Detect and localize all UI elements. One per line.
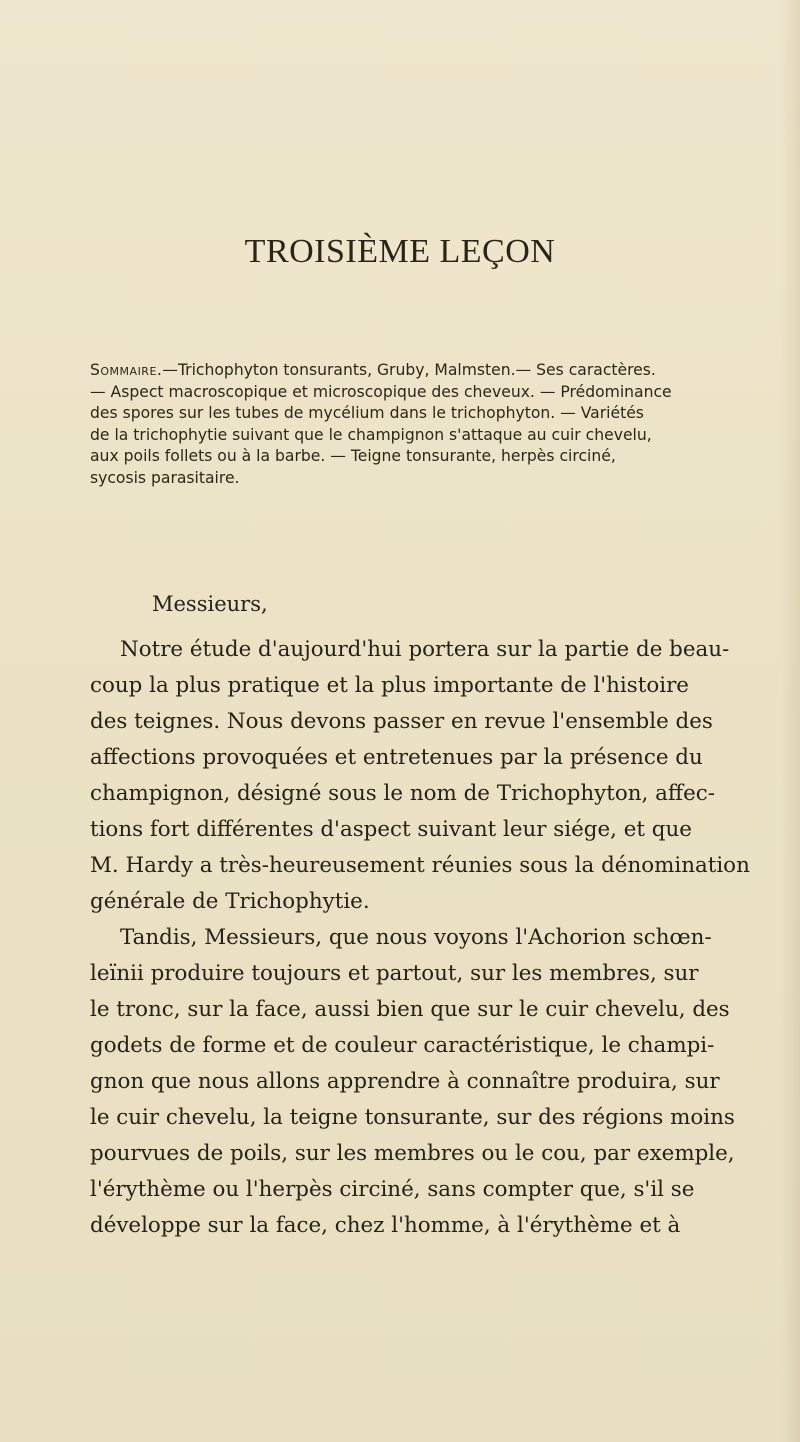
body-line: gnon que nous allons apprendre à connaître produira, sur <box>90 1069 720 1094</box>
summary-line-3: des spores sur les tubes de mycélium dans le trichophyton. — Variétés <box>90 404 644 422</box>
body-line: godets de forme et de couleur caractéristique, le champi- <box>90 1033 715 1058</box>
body-line: coup la plus pratique et la plus importante de l'histoire <box>90 673 689 698</box>
body-line: l'érythème ou l'herpès circiné, sans compter que, s'il se <box>90 1177 695 1202</box>
summary-line-6: sycosis parasitaire. <box>90 468 240 487</box>
body-line: développe sur la face, chez l'homme, à l'érythème et à <box>90 1213 681 1238</box>
body-line: champignon, désigné sous le nom de Trichophyton, affec- <box>90 781 715 806</box>
body-line: générale de Trichophytie. <box>90 889 370 914</box>
body-line: Notre étude d'aujourd'hui portera sur la partie de beau- <box>120 637 730 662</box>
body-line: leïnii produire toujours et partout, sur les membres, sur <box>90 961 699 986</box>
salutation: Messieurs, <box>152 592 268 616</box>
summary-paragraph <box>90 360 796 489</box>
body-text <box>90 632 796 1244</box>
summary-label: Sommaire. <box>90 361 163 379</box>
body-line: Tandis, Messieurs, que nous voyons l'Achorion schœn- <box>120 925 712 950</box>
body-line: des teignes. Nous devons passer en revue l'ensemble des <box>90 709 713 734</box>
chapter-title: TROISIÈME LEÇON <box>244 233 556 270</box>
summary-line-1: Sommaire.—Trichophyton tonsurants, Gruby, Malmsten.— Ses caractères. <box>90 361 656 379</box>
summary-line-4: de la trichophytie suivant que le champignon s'attaque au cuir chevelu, <box>90 425 652 444</box>
body-line: M. Hardy a très-heureusement réunies sous la dénomination <box>90 853 750 878</box>
body-line: tions fort différentes d'aspect suivant leur siége, et que <box>90 817 692 842</box>
summary-line-5: aux poils follets ou à la barbe. — Teigne tonsurante, herpès circiné, <box>90 447 616 465</box>
body-line: le tronc, sur la face, aussi bien que sur le cuir chevelu, des <box>90 997 730 1022</box>
body-line: le cuir chevelu, la teigne tonsurante, sur des régions moins <box>90 1105 735 1130</box>
summary-line-2: — Aspect macroscopique et microscopique des cheveux. — Prédominance <box>90 382 672 401</box>
body-line: affections provoquées et entretenues par la présence du <box>90 745 703 770</box>
body-line: pourvues de poils, sur les membres ou le cou, par exemple, <box>90 1141 735 1166</box>
